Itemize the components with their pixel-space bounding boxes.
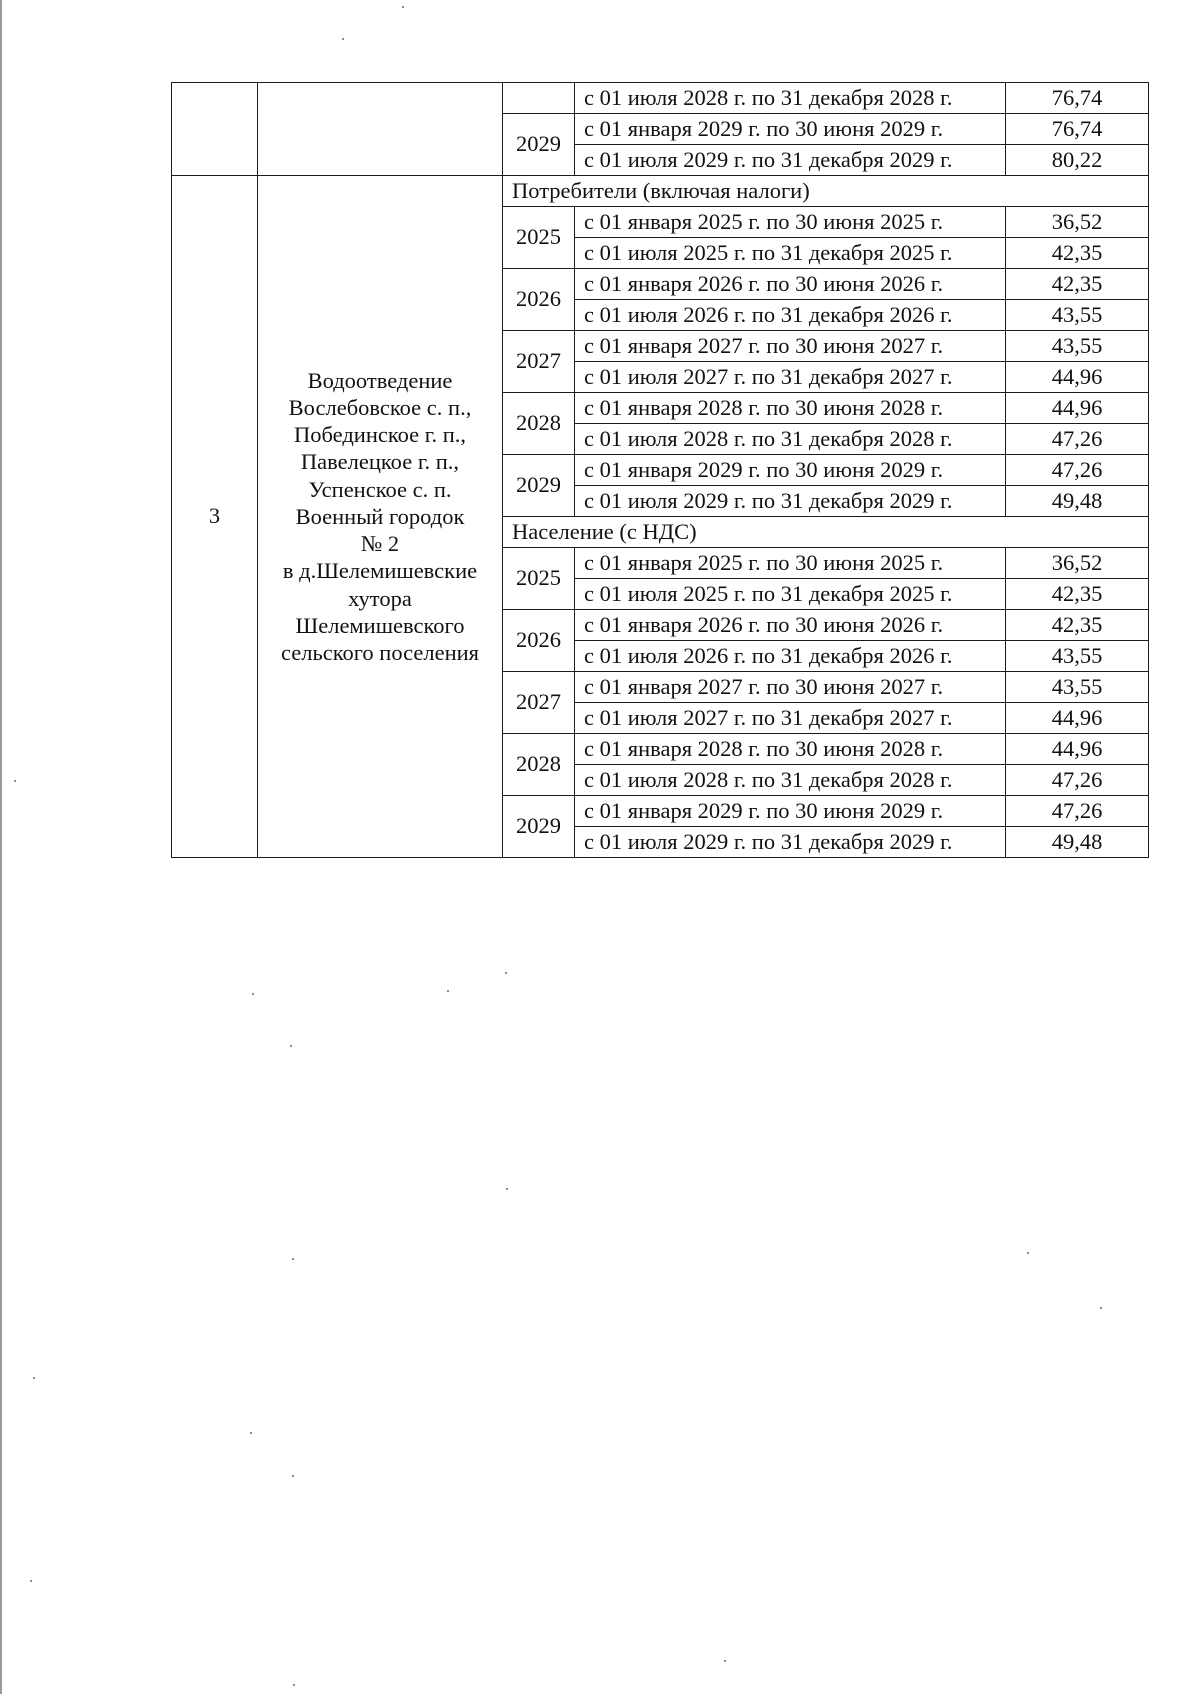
period-cell: с 01 января 2029 г. по 30 июня 2029 г.	[575, 796, 1006, 827]
tariff-value-cell: 49,48	[1006, 486, 1149, 517]
year-cell: 2026	[503, 269, 575, 331]
tariff-value-cell: 43,55	[1006, 641, 1149, 672]
year-cell: 2028	[503, 734, 575, 796]
item-name-cell	[258, 176, 503, 858]
item-name-line: Водоотведение	[307, 367, 453, 393]
group-header-row	[172, 176, 1149, 207]
tariff-value-cell: 43,55	[1006, 300, 1149, 331]
item-name-line: Шелемишевского	[295, 612, 465, 638]
tariff-value-cell: 76,74	[1006, 114, 1149, 145]
tariff-value-cell: 36,52	[1006, 207, 1149, 238]
tariff-value-cell: 44,96	[1006, 393, 1149, 424]
scan-speck	[402, 6, 404, 8]
year-cell: 2029	[503, 114, 575, 176]
tariff-value-cell: 42,35	[1006, 610, 1149, 641]
period-cell: с 01 января 2026 г. по 30 июня 2026 г.	[575, 610, 1006, 641]
consumer-group-title: Потребители (включая налоги)	[503, 176, 1149, 207]
period-cell: с 01 июля 2029 г. по 31 декабря 2029 г.	[575, 486, 1006, 517]
scan-speck	[292, 1475, 294, 1477]
scan-speck	[290, 1045, 292, 1047]
scan-speck	[342, 38, 344, 40]
continuation-year-cell	[503, 83, 575, 114]
period-cell: с 01 июля 2025 г. по 31 декабря 2025 г.	[575, 579, 1006, 610]
year-cell: 2028	[503, 393, 575, 455]
period-cell: с 01 июля 2026 г. по 31 декабря 2026 г.	[575, 300, 1006, 331]
tariff-value-cell: 47,26	[1006, 424, 1149, 455]
period-cell: с 01 июля 2028 г. по 31 декабря 2028 г.	[575, 83, 1006, 114]
scan-speck	[447, 990, 449, 992]
period-cell: с 01 января 2027 г. по 30 июня 2027 г.	[575, 672, 1006, 703]
scan-speck	[293, 1684, 295, 1686]
year-cell: 2025	[503, 207, 575, 269]
period-cell: с 01 июля 2026 г. по 31 декабря 2026 г.	[575, 641, 1006, 672]
scan-speck	[33, 1377, 35, 1379]
period-cell: с 01 января 2027 г. по 30 июня 2027 г.	[575, 331, 1006, 362]
scan-speck	[252, 993, 254, 995]
period-cell: с 01 января 2029 г. по 30 июня 2029 г.	[575, 455, 1006, 486]
tariff-value-cell: 76,74	[1006, 83, 1149, 114]
item-name-line: Побединское г. п.,	[293, 422, 466, 448]
year-cell: 2027	[503, 331, 575, 393]
period-cell: с 01 января 2025 г. по 30 июня 2025 г.	[575, 548, 1006, 579]
tariff-value-cell: 47,26	[1006, 765, 1149, 796]
tariff-value-cell: 36,52	[1006, 548, 1149, 579]
scan-speck	[1100, 1307, 1102, 1309]
item-name-line: Военный городок	[295, 503, 465, 529]
tariff-value-cell: 49,48	[1006, 827, 1149, 858]
item-name-line: в д.Шелемишевские	[282, 558, 478, 584]
period-cell: с 01 января 2025 г. по 30 июня 2025 г.	[575, 207, 1006, 238]
tariff-value-cell: 42,35	[1006, 238, 1149, 269]
period-cell: с 01 июля 2029 г. по 31 декабря 2029 г.	[575, 145, 1006, 176]
scan-speck	[30, 1580, 32, 1582]
period-cell: с 01 июля 2025 г. по 31 декабря 2025 г.	[575, 238, 1006, 269]
tariff-value-cell: 47,26	[1006, 455, 1149, 486]
tariff-value-cell: 47,26	[1006, 796, 1149, 827]
scan-speck	[14, 780, 16, 782]
scan-speck	[250, 1432, 252, 1434]
year-cell: 2025	[503, 548, 575, 610]
scan-speck	[506, 1188, 508, 1190]
tariff-value-cell: 43,55	[1006, 331, 1149, 362]
scan-left-edge	[0, 0, 2, 1694]
period-cell: с 01 июля 2027 г. по 31 декабря 2027 г.	[575, 362, 1006, 393]
scan-speck	[505, 972, 507, 974]
tariff-table-body	[172, 83, 1149, 858]
period-cell: с 01 июля 2028 г. по 31 декабря 2028 г.	[575, 424, 1006, 455]
consumer-group-title: Население (с НДС)	[503, 517, 1149, 548]
tariff-value-cell: 42,35	[1006, 579, 1149, 610]
table-row	[172, 83, 1149, 114]
tariff-value-cell: 44,96	[1006, 703, 1149, 734]
item-name-line: хутора	[348, 585, 412, 611]
period-cell: с 01 января 2029 г. по 30 июня 2029 г.	[575, 114, 1006, 145]
period-cell: с 01 января 2028 г. по 30 июня 2028 г.	[575, 734, 1006, 765]
tariff-table	[171, 82, 1149, 858]
continuation-number-cell	[172, 83, 258, 176]
period-cell: с 01 июля 2029 г. по 31 декабря 2029 г.	[575, 827, 1006, 858]
year-cell: 2026	[503, 610, 575, 672]
period-cell: с 01 июля 2028 г. по 31 декабря 2028 г.	[575, 765, 1006, 796]
item-name-line: Павелецкое г. п.,	[300, 449, 460, 475]
item-name-line: Вослебовское с. п.,	[288, 395, 472, 421]
tariff-value-cell: 44,96	[1006, 362, 1149, 393]
tariff-value-cell: 44,96	[1006, 734, 1149, 765]
scan-speck	[1027, 1252, 1029, 1254]
scan-speck	[724, 1660, 726, 1662]
continuation-name-cell	[258, 83, 503, 176]
scan-speck	[292, 1258, 294, 1260]
period-cell: с 01 января 2028 г. по 30 июня 2028 г.	[575, 393, 1006, 424]
year-cell: 2029	[503, 796, 575, 858]
item-name-line: сельского поселения	[280, 639, 480, 665]
year-cell: 2027	[503, 672, 575, 734]
tariff-value-cell: 42,35	[1006, 269, 1149, 300]
tariff-value-cell: 80,22	[1006, 145, 1149, 176]
year-cell: 2029	[503, 455, 575, 517]
item-name-line: № 2	[360, 531, 400, 557]
period-cell: с 01 июля 2027 г. по 31 декабря 2027 г.	[575, 703, 1006, 734]
item-name-line: Успенское с. п.	[308, 476, 452, 502]
tariff-value-cell: 43,55	[1006, 672, 1149, 703]
item-number-cell: 3	[172, 176, 258, 858]
period-cell: с 01 января 2026 г. по 30 июня 2026 г.	[575, 269, 1006, 300]
